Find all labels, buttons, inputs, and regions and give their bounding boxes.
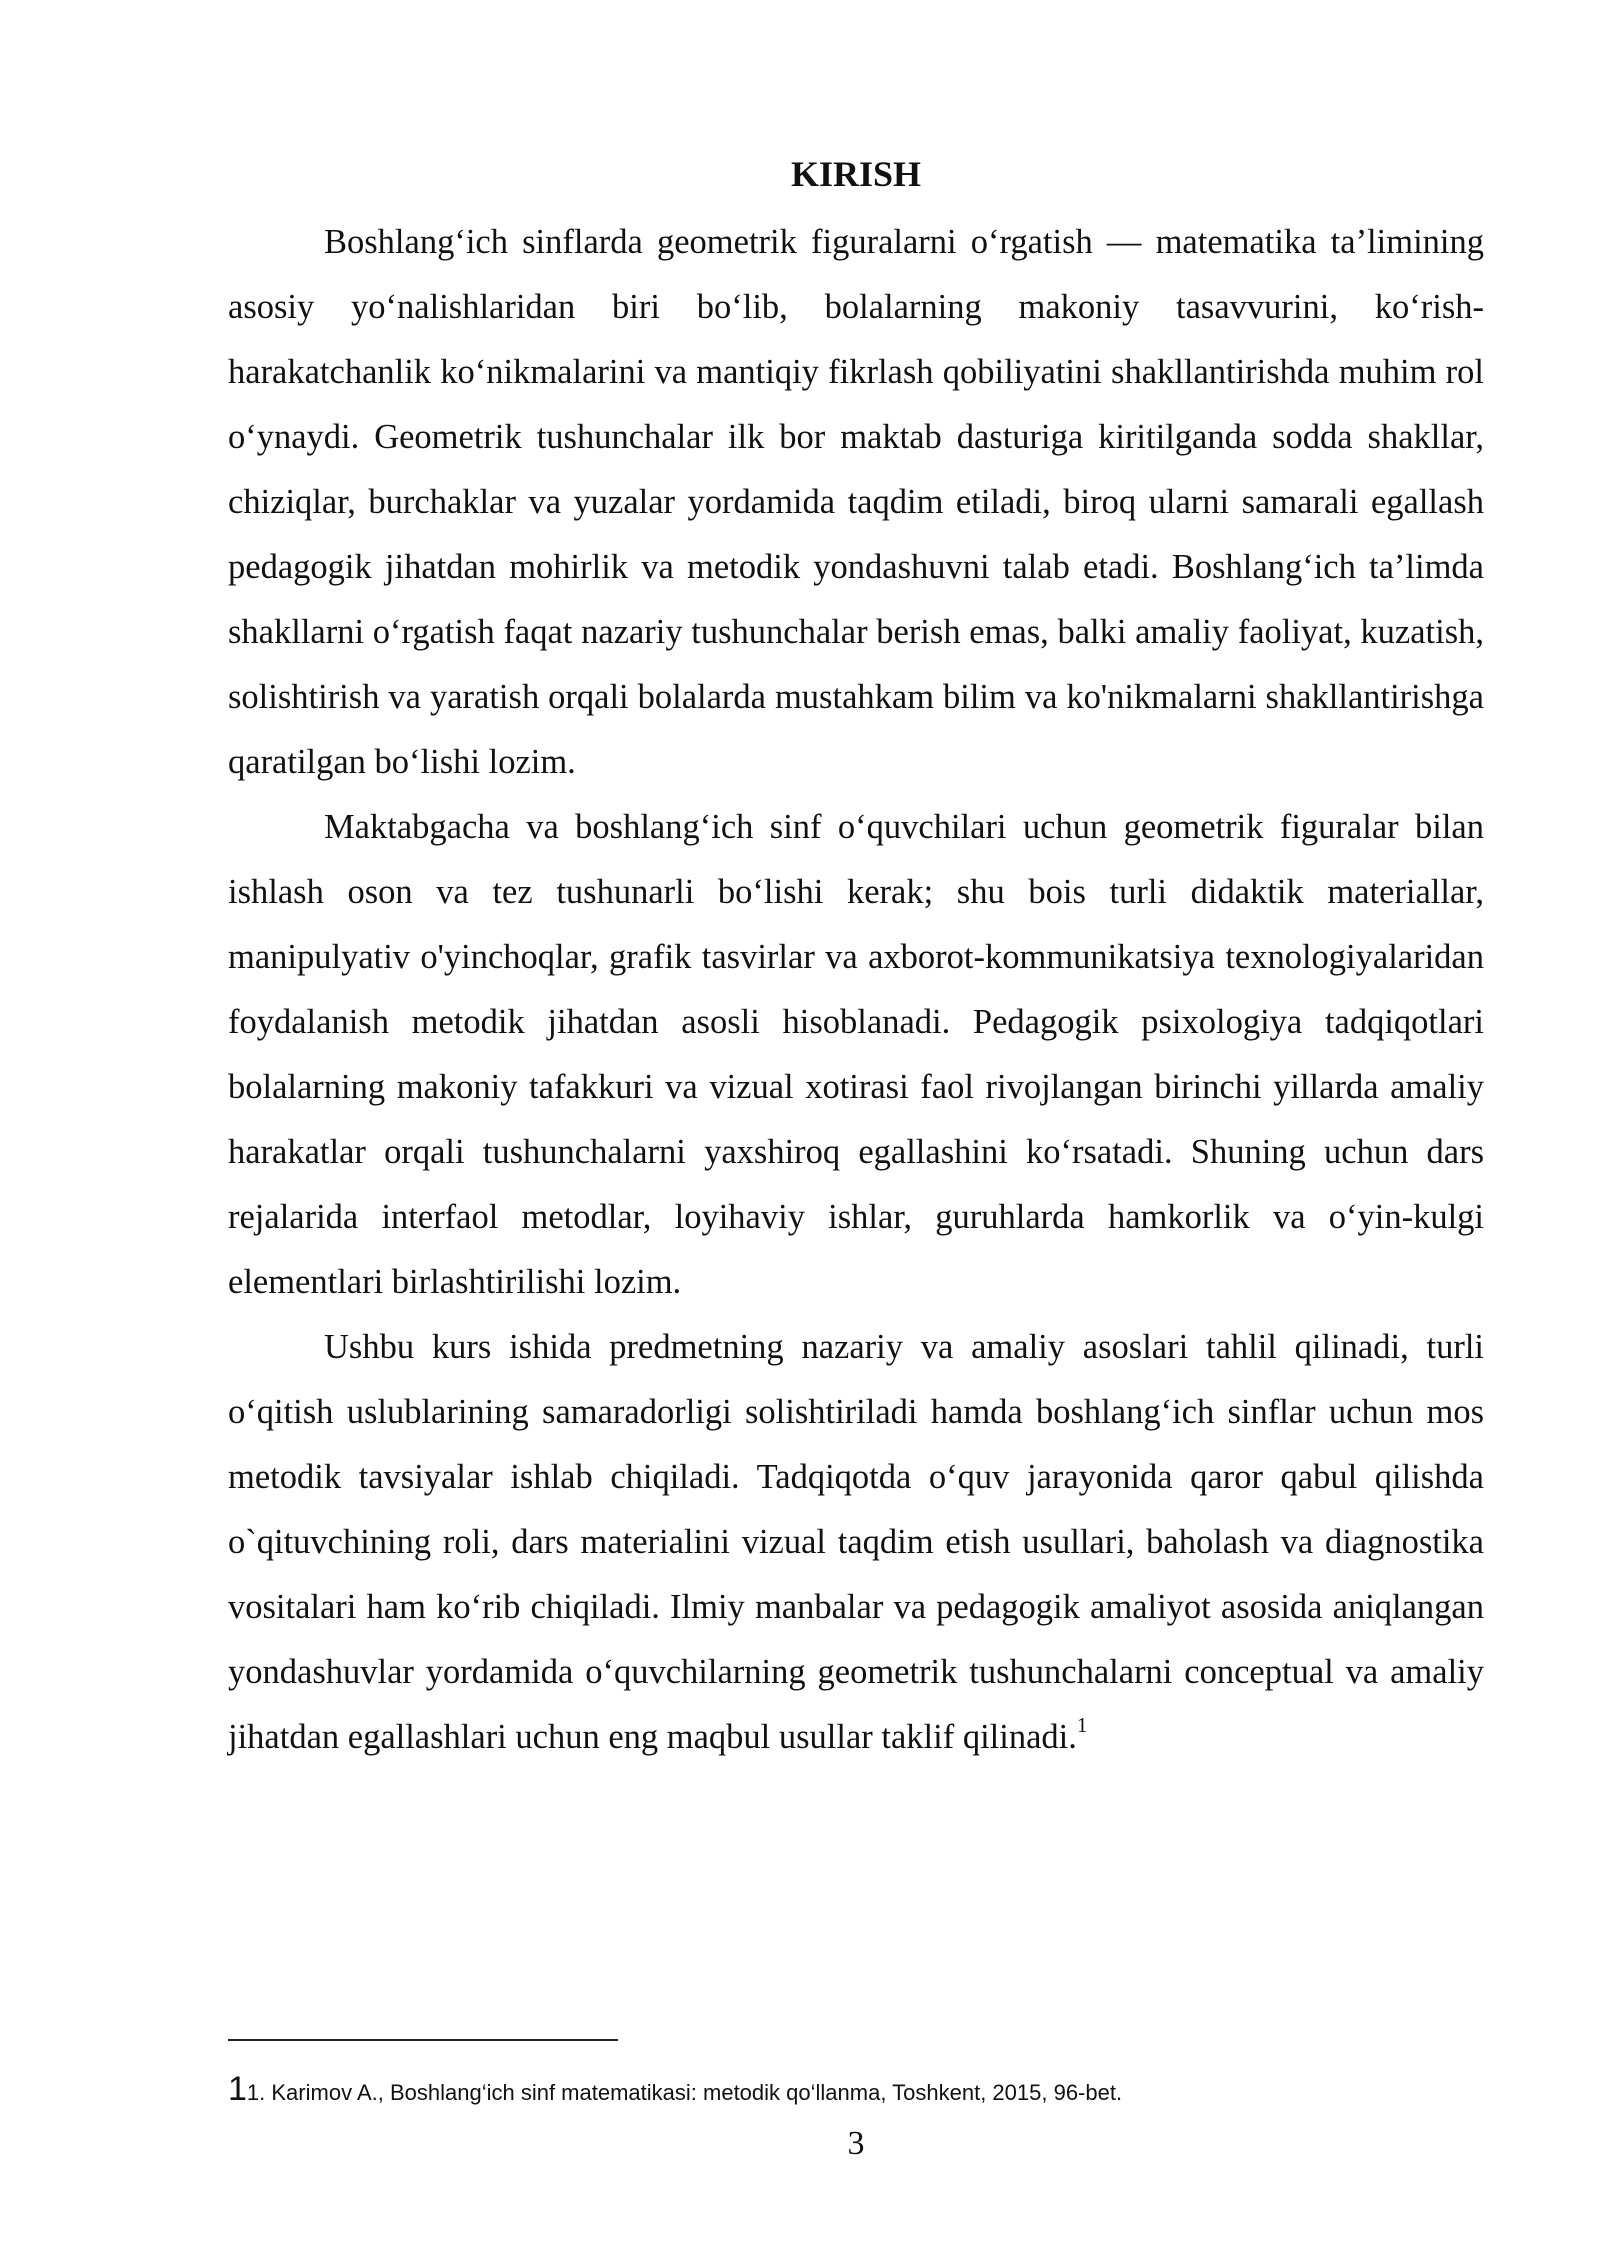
page-number: 3: [847, 2125, 865, 2162]
footnote-separator: [228, 2039, 618, 2041]
footnote-reference: 1: [1076, 1713, 1088, 1737]
body-text: [228, 210, 1484, 1770]
footnote-text: 1. Karimov A., Boshlang‘ich sinf matematikasi: metodik qo‘llanma, Toshkent, 2015, 96-bet.: [246, 2080, 1123, 2105]
section-heading: KIRISH: [790, 154, 922, 194]
paragraph-2: Maktabgacha va boshlang‘ich sinf o‘quvchilari uchun geometrik figuralar bilan ishlash oson va tez tushunarli bo‘lishi kerak; shu bois turli didaktik materiallar, manipulyativ o'yinchoqlar, grafik tasvirlar va axborot-kommunikatsiya texnologiyalaridan foydalanish metodik jihatdan asosli hisoblanadi. Pedagogik psixologiya tadqiqotlari bolalarning makoniy tafakkuri va vizual xotirasi faol rivojlangan birinchi yillarda amaliy harakatlar orqali tushunchalarni yaxshiroq egallashini ko‘rsatadi. Shuning uchun dars rejalarida interfaol metodlar, loyihaviy ishlar, guruhlarda hamkorlik va o‘yin-kulgi elementlari birlashtirilishi lozim.: [228, 808, 1484, 1301]
footnote: [228, 2064, 1528, 2118]
paragraph-3-text: Ushbu kurs ishida predmetning nazariy va amaliy asoslari tahlil qilinadi, turli o‘qitish uslublarining samaradorligi solishtiriladi hamda boshlang‘ich sinflar uchun mos metodik tavsiyalar ishlab chiqiladi. Tadqiqotda o‘quv jarayonida qaror qabul qilishda o`qituvchining roli, dars materialini vizual taqdim etish usullari, baholash va diagnostika vositalari ham ko‘rib chiqiladi. Ilmiy manbalar va pedagogik amaliyot asosida aniqlangan yondashuvlar yordamida o‘quvchilarning geometrik tushunchalarni conceptual va amaliy jihatdan egallashlari uchun eng maqbul usullar taklif qilinadi.: [228, 1328, 1484, 1756]
paragraph-1: Boshlang‘ich sinflarda geometrik figuralarni o‘rgatish — matematika ta’limining asosiy yo‘nalishlaridan biri bo‘lib, bolalarning makoniy tasavvurini, ko‘rish-harakatchanlik ko‘nikmalarini va mantiqiy fikrlash qobiliyatini shakllantirishda muhim rol o‘ynaydi. Geometrik tushunchalar ilk bor maktab dasturiga kiritilganda sodda shakllar, chiziqlar, burchaklar va yuzalar yordamida taqdim etiladi, biroq ularni samarali egallash pedagogik jihatdan mohirlik va metodik yondashuvni talab etadi. Boshlang‘ich ta’limda shakllarni o‘rgatish faqat nazariy tushunchalar berish emas, balki amaliy faoliyat, kuzatish, solishtirish va yaratish orqali bolalarda mustahkam bilim va ko'nikmalarni shakllantirishga qaratilgan bo‘lishi lozim.: [228, 223, 1484, 781]
paragraph-3: [228, 1315, 1484, 1770]
footnote-mark: 1: [228, 2070, 247, 2108]
